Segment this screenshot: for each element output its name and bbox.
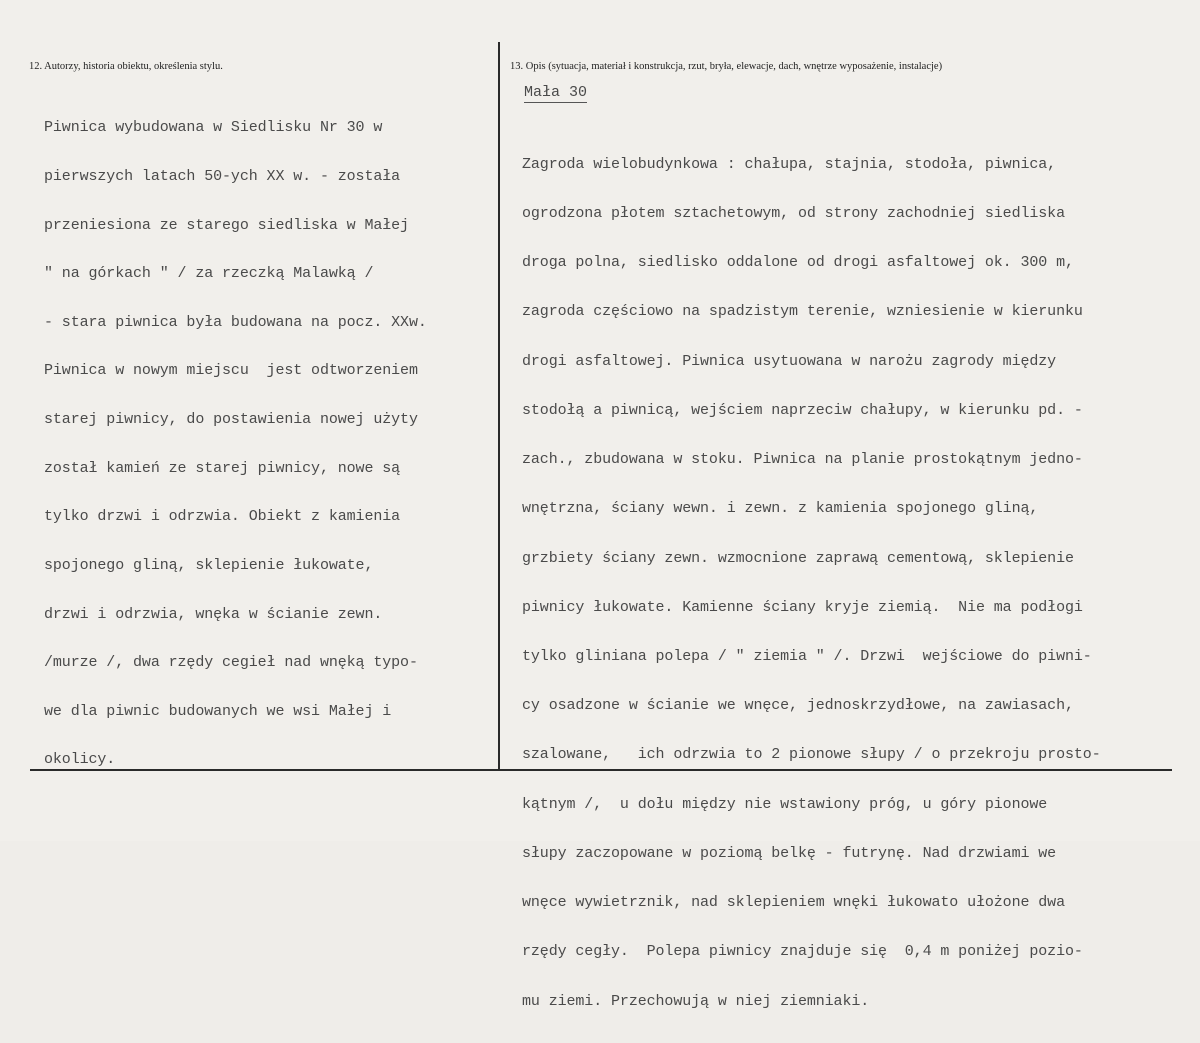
description-line: szalowane, ich odrzwia to 2 pionowe słupy / o przekroju prosto- bbox=[522, 746, 1101, 764]
description-line: ogrodzona płotem sztachetowym, od strony zachodniej siedliska bbox=[522, 205, 1065, 223]
description-text bbox=[522, 124, 1101, 1043]
description-line: mu ziemi. Przechowują w niej ziemniaki. bbox=[522, 992, 870, 1010]
description-line: tylko gliniana polepa / " ziemia " /. Drzwi wejściowe do piwni- bbox=[522, 648, 1092, 665]
history-line: " na górkach " / za rzeczką Malawką / bbox=[44, 265, 374, 283]
column-divider bbox=[498, 42, 500, 769]
description-line: piwnicy łukowate. Kamienne ściany kryje ziemią. Nie ma podłogi bbox=[522, 598, 1083, 616]
history-line: Piwnica w nowym miejscu jest odtworzeniem bbox=[44, 362, 418, 380]
history-line: tylko drzwi i odrzwia. Obiekt z kamienia bbox=[44, 508, 401, 526]
description-line: kątnym /, u dołu między nie wstawiony próg, u góry pionowe bbox=[522, 795, 1048, 813]
history-line: został kamień ze starej piwnicy, nowe są bbox=[44, 459, 401, 477]
description-line: grzbiety ściany zewn. wzmocnione zaprawą cementową, sklepienie bbox=[522, 549, 1074, 567]
history-line: spojonego gliną, sklepienie łukowate, bbox=[44, 556, 374, 574]
description-line: stodołą a piwnicą, wejściem naprzeciw chałupy, w kierunku pd. - bbox=[522, 401, 1083, 419]
history-line: starej piwnicy, do postawienia nowej użyty bbox=[44, 411, 418, 429]
description-line: wnętrzna, ściany wewn. i zewn. z kamienia spojonego gliną, bbox=[522, 500, 1039, 518]
description-line: wnęce wywietrznik, nad sklepieniem wnęki łukowato ułożone dwa bbox=[522, 894, 1065, 912]
history-text bbox=[44, 88, 427, 801]
history-line: we dla piwnic budowanych we wsi Małej i bbox=[44, 702, 392, 720]
location-title: Mała 30 bbox=[524, 84, 588, 101]
history-line: drzwi i odrzwia, wnęka w ścianie zewn. bbox=[44, 605, 383, 623]
history-line: przeniesiona ze starego siedliska w Małej bbox=[44, 216, 409, 234]
description-line: rzędy cegły. Polepa piwnicy znajduje się 0,4 m poniżej pozio- bbox=[522, 943, 1083, 961]
description-line: cy osadzone w ścianie we wnęce, jednoskrzydłowe, na zawiasach, bbox=[522, 697, 1074, 715]
history-line: Piwnica wybudowana w Siedlisku Nr 30 w bbox=[44, 119, 383, 137]
description-line: słupy zaczopowane w poziomą belkę - futrynę. Nad drzwiami we bbox=[522, 844, 1057, 862]
description-line: zach., zbudowana w stoku. Piwnica na planie prostokątnym jedno- bbox=[522, 451, 1083, 469]
history-line: - stara piwnica była budowana na pocz. XXw. bbox=[44, 313, 427, 331]
history-line: okolicy. bbox=[44, 751, 116, 769]
history-line: pierwszych latach 50-ych XX w. - została bbox=[44, 168, 401, 186]
description-line: Zagroda wielobudynkowa : chałupa, stajnia, stodoła, piwnica, bbox=[522, 155, 1057, 173]
description-line: zagroda częściowo na spadzistym terenie, wzniesienie w kierunku bbox=[522, 303, 1083, 321]
description-line: drogi asfaltowej. Piwnica usytuowana w narożu zagrody między bbox=[522, 352, 1057, 370]
section-12-heading: 12. Autorzy, historia obiektu, określenia stylu. bbox=[29, 61, 223, 72]
description-line: droga polna, siedlisko oddalone od drogi asfaltowej ok. 300 m, bbox=[522, 254, 1074, 272]
history-line: /murze /, dwa rzędy cegieł nad wnęką typo- bbox=[44, 654, 418, 672]
section-13-heading: 13. Opis (sytuacja, materiał i konstrukcja, rzut, bryła, elewacje, dach, wnętrze wyposażenie, instalacje) bbox=[510, 61, 943, 72]
